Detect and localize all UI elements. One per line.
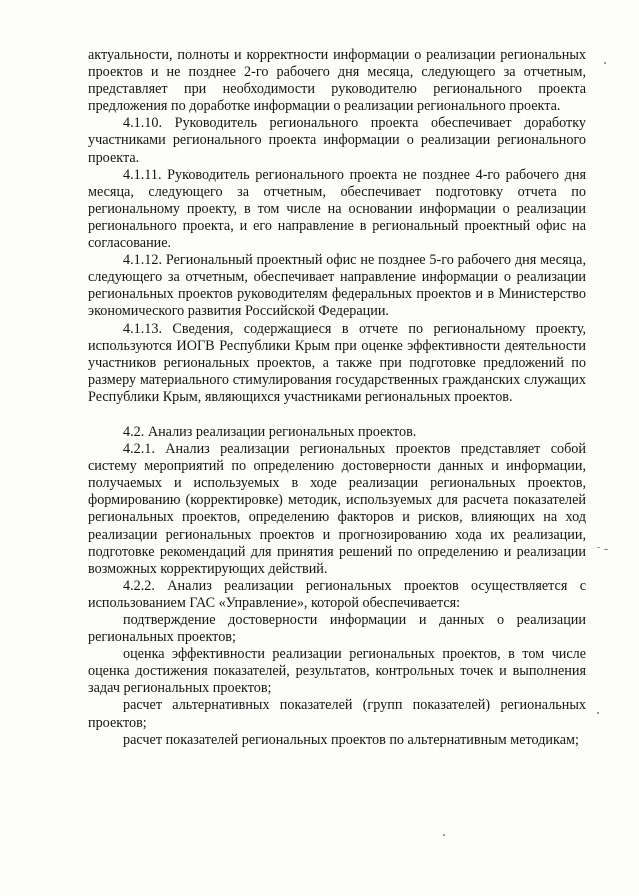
paragraph-continuation: актуальности, полноты и корректности информации о реализации региональных проектов и не позднее 2-го рабочего дня месяца, следующего за отчетным, представляет при необходимости руководителю регионального проекта предложения по доработке информации о реализации регионального проекта. (88, 47, 586, 115)
list-item: расчет показателей региональных проектов по альтернативным методикам; (123, 731, 579, 748)
scan-speck (597, 547, 600, 548)
document-body (88, 47, 586, 749)
list-item: расчет альтернативных показателей (групп показателей) региональных проектов; (88, 697, 586, 731)
section-heading-4-2: 4.2. Анализ реализации региональных проектов. (123, 423, 417, 440)
paragraph-4-1-12: 4.1.12. Региональный проектный офис не позднее 5-го рабочего дня месяца, следующего за отчетным, обеспечивает направление информации о реализации региональных проектов руководителям федеральных проектов и в Министерство экономического развития Российской Федерации. (88, 252, 586, 320)
scan-speck (443, 834, 445, 836)
paragraph-4-1-11: 4.1.11. Руководитель регионального проекта не позднее 4-го рабочего дня месяца, следующего за отчетным, обеспечивает подготовку отчета по региональному проекту, в том числе на основании информации о реализации регионального проекта, и его направление в региональный проектный офис на согласование. (88, 166, 586, 252)
paragraph-4-2-2: 4.2.2. Анализ реализации региональных проектов осуществляется с использованием ГАС «Управление», которой обеспечивается: (88, 577, 586, 611)
paragraph-4-2-1: 4.2.1. Анализ реализации региональных проектов представляет собой систему мероприятий по определению достоверности данных и информации, получаемых и используемых в ходе реализации региональных проектов, формированию (корректировке) методик, используемых для расчета показателей региональных проектов, определению факторов и рисков, влияющих на ход реализации региональных проектов и прогнозированию хода их реализации, подготовке рекомендаций для принятия решений по определению и реализации возможных корректирующих действий. (88, 441, 586, 577)
paragraph-4-1-13: 4.1.13. Сведения, содержащиеся в отчете по региональному проекту, используются ИОГВ Республики Крым при оценке эффективности деятельности участников региональных проектов, а также при подготовке предложений по размеру материального стимулирования государственных гражданских служащих Республики Крым, являющихся участниками региональных проектов. (88, 320, 586, 405)
list-item: оценка эффективности реализации региональных проектов, в том числе оценка достижения показателей, результатов, контрольных точек и выполнения задач региональных проектов; (88, 646, 586, 697)
paragraph-4-1-10: 4.1.10. Руководитель регионального проекта обеспечивает доработку участниками регионального проекта информации о реализации регионального проекта. (88, 115, 586, 166)
section-gap (88, 406, 586, 424)
scan-speck (604, 62, 606, 64)
scan-speck (597, 712, 599, 714)
scan-speck (604, 549, 608, 550)
list-item: подтверждение достоверности информации и данных о реализации региональных проектов; (88, 612, 586, 646)
